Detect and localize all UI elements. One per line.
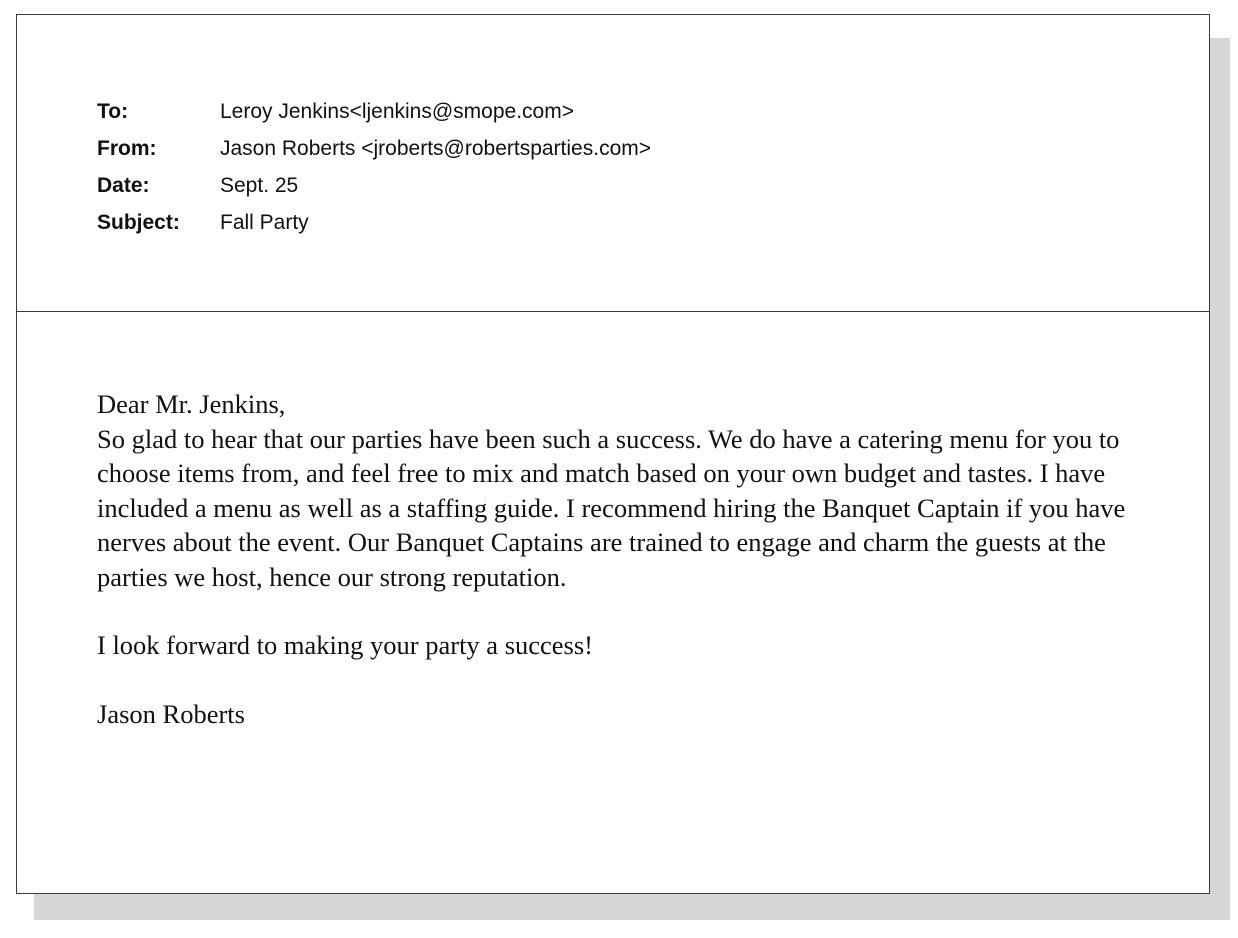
from-value: Jason Roberts <jroberts@robertsparties.com>: [220, 136, 652, 160]
date-row: [97, 167, 651, 204]
to-row: [97, 93, 651, 130]
email-header: [17, 15, 1209, 312]
from-label: From:: [97, 136, 157, 160]
subject-label: Subject:: [97, 210, 180, 234]
subject-value: Fall Party: [220, 210, 309, 234]
subject-row: [97, 204, 651, 241]
date-value: Sept. 25: [220, 173, 299, 197]
date-label: Date:: [97, 173, 150, 197]
paragraph-spacer: [97, 594, 1157, 628]
email-card: [16, 14, 1210, 894]
paragraph-spacer: [97, 663, 1157, 697]
from-row: [97, 130, 651, 167]
to-value: Leroy Jenkins<ljenkins@smope.com>: [220, 99, 574, 123]
body-paragraph-1: So glad to hear that our parties have been such a success. We do have a catering menu for you to choose items from, and feel free to mix and match based on your own budget and tastes. I have included a menu as well as a staffing guide. I recommend hiring the Banquet Captain if you have nerves about the event. Our Banquet Captains are trained to engage and charm the guests at the parties we host, hence our strong reputation.: [97, 423, 1126, 592]
body-paragraph-2: I look forward to making your party a success!: [97, 630, 593, 660]
signature: Jason Roberts: [97, 698, 245, 729]
email-body: [97, 387, 1157, 731]
header-fields: [97, 93, 651, 241]
to-label: To:: [97, 99, 129, 123]
greeting: Dear Mr. Jenkins,: [97, 389, 286, 419]
